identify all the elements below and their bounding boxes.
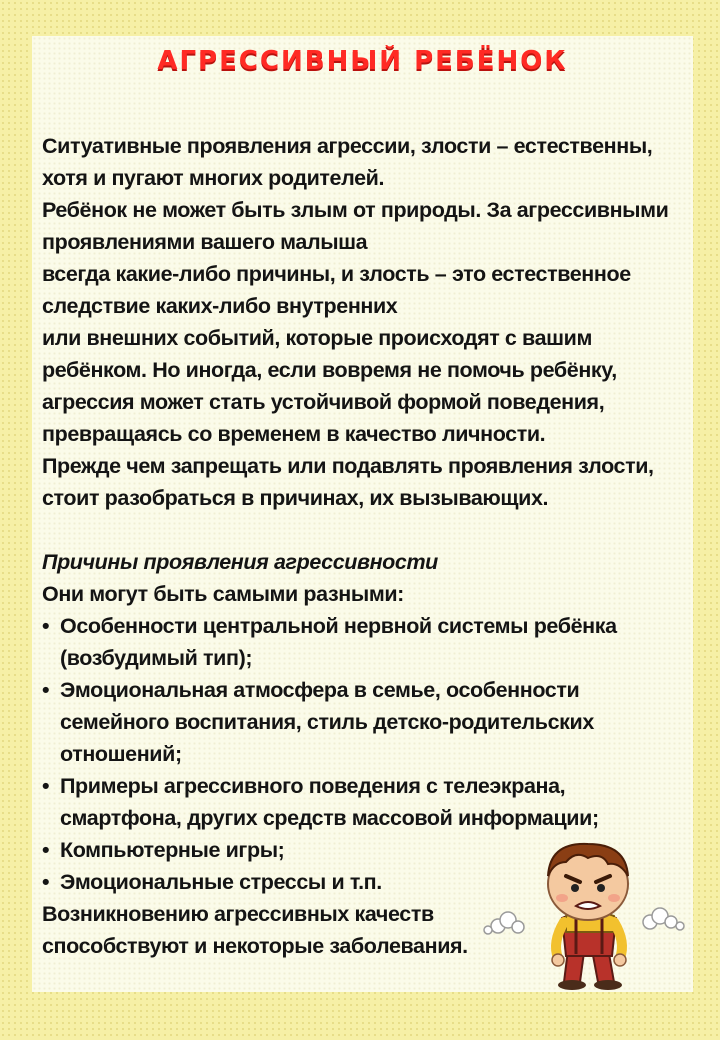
list-item-line: Эмоциональная атмосфера в семье, особенности [60, 678, 580, 702]
list-item-line: (возбудимый тип); [60, 646, 253, 670]
text-line: Ребёнок не может быть злым от природы. За агрессивными [42, 198, 669, 222]
closing-line: способствуют и некоторые заболевания. [42, 934, 468, 958]
spacer [42, 514, 682, 546]
list-item-line: смартфона, других средств массовой информации; [60, 806, 599, 830]
list-item-line: отношений; [60, 742, 182, 766]
content-card [32, 36, 693, 992]
text-line: всегда какие-либо причины, и злость – это естественное [42, 262, 631, 286]
closing-line: Возникновению агрессивных качеств [42, 902, 434, 926]
text-line: хотя и пугают многих родителей. [42, 166, 385, 190]
text-line: Прежде чем запрещать или подавлять проявления злости, [42, 454, 654, 478]
list-item [42, 674, 682, 770]
steam-left-icon [484, 912, 524, 934]
text-line: ребёнком. Но иногда, если вовремя не помочь ребёнку, [42, 358, 617, 382]
list-item [42, 610, 682, 674]
section-lead: Они могут быть самыми разными: [42, 582, 404, 606]
text-line: проявлениями вашего малыша [42, 230, 368, 254]
list-item-line: Примеры агрессивного поведения с телеэкрана, [60, 774, 566, 798]
section-heading: Причины проявления агрессивности [42, 550, 438, 574]
list-item [42, 770, 682, 834]
steam-right-icon [643, 908, 684, 930]
text-line: превращаясь со временем в качество личности. [42, 422, 546, 446]
text-line: следствие каких-либо внутренних [42, 294, 398, 318]
angry-boy-icon [480, 832, 690, 992]
page-title: АГРЕССИВНЫЙ РЕБЁНОК [157, 46, 568, 76]
list-item-line: Компьютерные игры; [60, 838, 285, 862]
list-item-line: Особенности центральной нервной системы ребёнка [60, 614, 617, 638]
text-line: Ситуативные проявления агрессии, злости – естественны, [42, 134, 653, 158]
text-line: агрессия может стать устойчивой формой поведения, [42, 390, 605, 414]
text-line: стоит разобраться в причинах, их вызывающих. [42, 486, 549, 510]
list-item-line: семейного воспитания, стиль детско-родительских [60, 710, 594, 734]
text-line: или внешних событий, которые происходят с вашим [42, 326, 592, 350]
list-item-line: Эмоциональные стрессы и т.п. [60, 870, 382, 894]
